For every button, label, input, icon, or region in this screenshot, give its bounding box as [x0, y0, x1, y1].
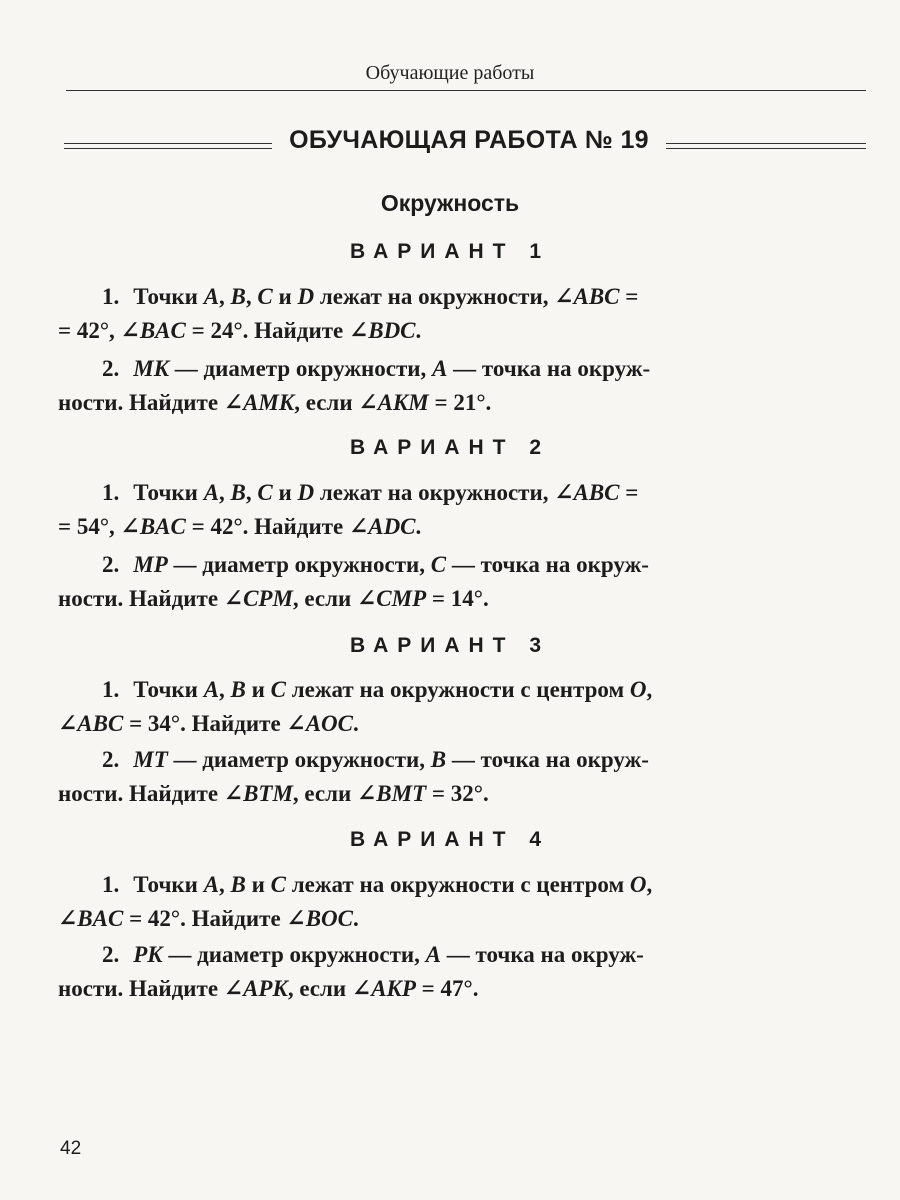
problem-number: 2.	[102, 942, 120, 967]
variant-2-heading: ВАРИАНТ 2	[349, 436, 551, 459]
title-rule-left	[64, 143, 272, 149]
problem-line-2: ности. Найдите ∠BTM, если ∠BMT = 32°.	[58, 781, 489, 806]
variant-1-heading: ВАРИАНТ 1	[349, 240, 551, 263]
variant-1-problem-2	[58, 352, 860, 420]
problem-line-2: = 42°, ∠BAC = 24°. Найдите ∠BDC.	[58, 318, 422, 343]
topic-title: Окружность	[380, 190, 520, 216]
problem-line-2: ности. Найдите ∠AMK, если ∠AKM = 21°.	[58, 390, 492, 415]
problem-line-1: MP — диаметр окружности, C — точка на окруж-	[133, 552, 649, 577]
problem-number: 1.	[102, 284, 120, 309]
running-head: Обучающие работы	[365, 62, 535, 84]
problem-line-1: Точки A, B, C и D лежат на окружности, ∠ABC =	[133, 284, 639, 309]
problem-number: 1.	[102, 480, 120, 505]
variant-2-problem-1	[58, 476, 860, 544]
problem-line-2: ∠ABC = 34°. Найдите ∠AOC.	[58, 711, 359, 736]
header-rule	[66, 90, 866, 91]
problem-line-2: = 54°, ∠BAC = 42°. Найдите ∠ADC.	[58, 514, 422, 539]
variant-1-problem-1	[58, 280, 860, 348]
variant-4-heading: ВАРИАНТ 4	[349, 828, 551, 851]
variant-4-problem-2	[58, 938, 860, 1006]
problem-number: 1.	[102, 872, 120, 897]
variant-3-problem-2	[58, 743, 860, 811]
problem-line-1: Точки A, B и C лежат на окружности с центром O,	[133, 872, 653, 897]
page-number: 42	[60, 1138, 82, 1159]
problem-line-2: ности. Найдите ∠APK, если ∠AKP = 47°.	[58, 976, 479, 1001]
problem-number: 1.	[102, 677, 120, 702]
problem-line-2: ности. Найдите ∠CPM, если ∠CMP = 14°.	[58, 586, 489, 611]
problem-line-1: Точки A, B, C и D лежат на окружности, ∠ABC =	[133, 480, 639, 505]
variant-3-problem-1	[58, 673, 860, 741]
work-title-row	[0, 126, 900, 162]
variant-2-problem-2	[58, 548, 860, 616]
problem-line-1: MK — диаметр окружности, A — точка на окруж-	[133, 356, 651, 381]
problem-line-1: MT — диаметр окружности, B — точка на окруж-	[133, 747, 649, 772]
problem-number: 2.	[102, 552, 120, 577]
title-rule-right	[666, 143, 866, 149]
variant-4-problem-1	[58, 868, 860, 936]
work-title: ОБУЧАЮЩАЯ РАБОТА № 19	[289, 126, 649, 154]
problem-number: 2.	[102, 356, 120, 381]
variant-3-heading: ВАРИАНТ 3	[349, 634, 551, 657]
problem-line-1: Точки A, B и C лежат на окружности с центром O,	[133, 677, 653, 702]
problem-line-2: ∠BAC = 42°. Найдите ∠BOC.	[58, 906, 359, 931]
problem-number: 2.	[102, 747, 120, 772]
problem-line-1: PK — диаметр окружности, A — точка на окруж-	[133, 942, 644, 967]
